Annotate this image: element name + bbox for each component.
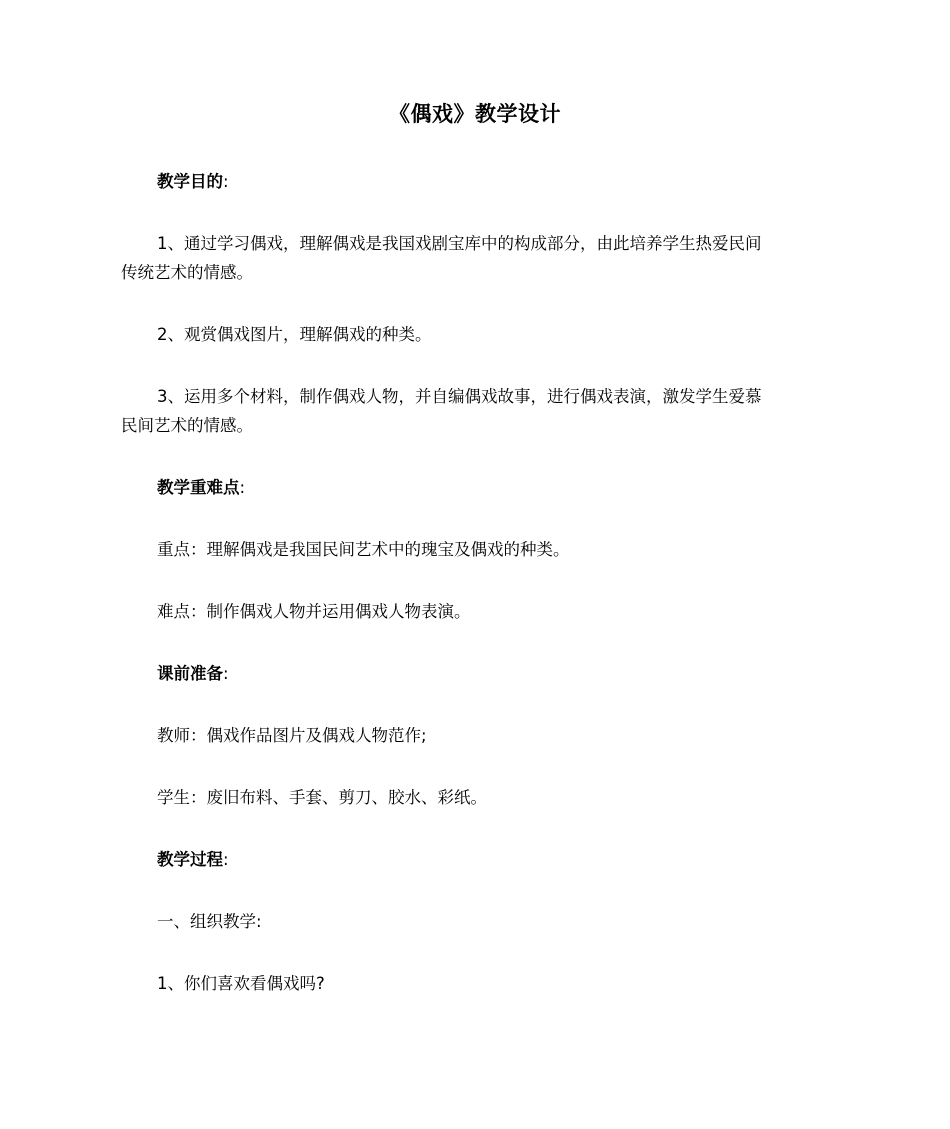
preparation-heading-colon: : [223,664,229,683]
preparation-student: 学生：废旧布料、手套、剪刀、胶水、彩纸。 [157,788,487,807]
process-step-1: 一、组织教学: [157,912,262,931]
objective-item-3-line-1: 3、运用多个材料，制作偶戏人物，并自编偶戏故事，进行偶戏表演，激发学生爱慕 [157,387,762,406]
objective-item-3-line-2: 民间艺术的情感。 [121,416,253,435]
key-points-heading [121,472,867,503]
objective-item-1-line-1: 1、通过学习偶戏，理解偶戏是我国戏剧宝库中的构成部分，由此培养学生热爱民间 [157,234,762,253]
objective-item-2: 2、观赏偶戏图片，理解偶戏的种类。 [157,325,432,344]
process-question-1: 1、你们喜欢看偶戏吗? [157,974,325,993]
objectives-heading-text: 教学目的 [157,172,223,191]
preparation-heading-text: 课前准备 [157,664,223,683]
key-point-focus: 重点：理解偶戏是我国民间艺术中的瑰宝及偶戏的种类。 [157,540,570,559]
process-heading [121,844,867,875]
key-points-heading-text: 教学重难点 [157,478,240,497]
objectives-heading [121,166,867,197]
key-point-difficulty: 难点：制作偶戏人物并运用偶戏人物表演。 [157,602,471,621]
preparation-teacher: 教师：偶戏作品图片及偶戏人物范作; [157,726,427,745]
process-heading-text: 教学过程 [157,850,223,869]
process-heading-colon: : [223,850,229,869]
preparation-heading [121,658,867,689]
key-points-heading-colon: : [239,478,246,497]
document-title: 《偶戏》教学设计 [389,102,561,126]
objective-item-1-line-2: 传统艺术的情感。 [121,263,253,282]
objectives-heading-colon: : [223,172,229,191]
